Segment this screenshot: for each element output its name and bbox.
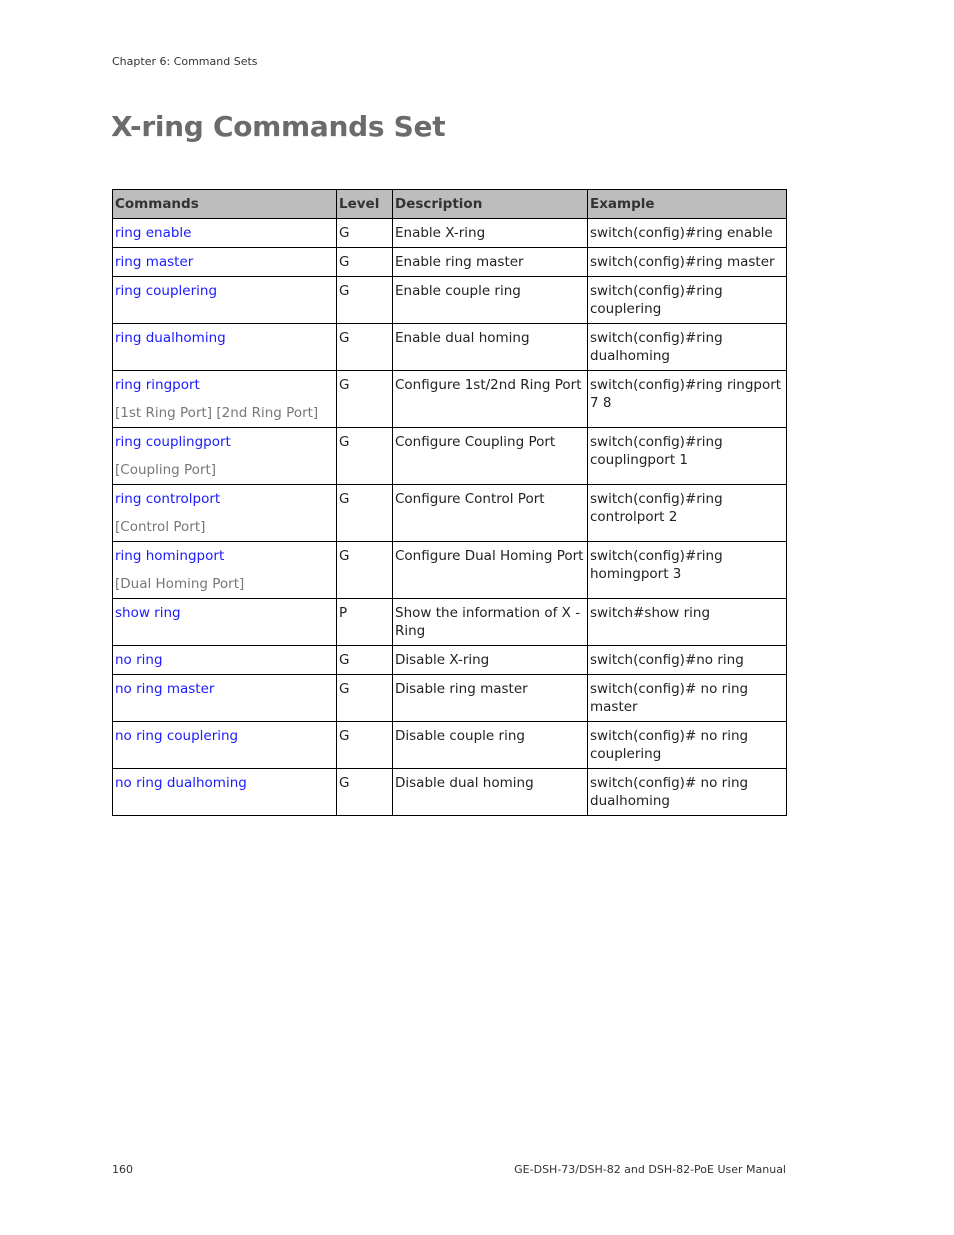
command-link[interactable]: no ring (115, 652, 163, 668)
description-cell: Disable dual homing (393, 769, 588, 816)
manual-title: GE-DSH-73/DSH-82 and DSH-82-PoE User Manual (514, 1163, 786, 1176)
command-cell (113, 675, 337, 722)
column-header-example: Example (588, 190, 787, 219)
command-link[interactable]: ring couplingport (115, 434, 231, 450)
table-row (113, 371, 787, 428)
command-cell (113, 248, 337, 277)
running-head: Chapter 6: Command Sets (112, 55, 258, 68)
example-cell: switch(config)#ring ringport 7 8 (588, 371, 787, 428)
level-cell: G (337, 324, 393, 371)
level-cell: G (337, 722, 393, 769)
example-cell: switch(config)#ring enable (588, 219, 787, 248)
command-link[interactable]: no ring master (115, 681, 215, 697)
table-row (113, 248, 787, 277)
commands-table (112, 189, 787, 816)
description-cell: Configure Control Port (393, 485, 588, 542)
command-parameter: [1st Ring Port] [2nd Ring Port] (115, 405, 319, 421)
description-cell: Configure Coupling Port (393, 428, 588, 485)
command-cell (113, 722, 337, 769)
command-cell (113, 428, 337, 485)
description-cell: Disable couple ring (393, 722, 588, 769)
level-cell: G (337, 371, 393, 428)
table-row (113, 646, 787, 675)
description-cell: Disable X-ring (393, 646, 588, 675)
level-cell: P (337, 599, 393, 646)
example-cell: switch(config)#ring homingport 3 (588, 542, 787, 599)
command-link[interactable]: ring dualhoming (115, 330, 226, 346)
column-header-description: Description (393, 190, 588, 219)
command-parameter: [Control Port] (115, 519, 206, 535)
command-parameter: [Dual Homing Port] (115, 576, 245, 592)
description-cell: Configure Dual Homing Port (393, 542, 588, 599)
description-cell: Configure 1st/2nd Ring Port (393, 371, 588, 428)
command-link[interactable]: ring master (115, 254, 194, 270)
example-cell: switch(config)#ring dualhoming (588, 324, 787, 371)
command-cell (113, 371, 337, 428)
command-link[interactable]: no ring dualhoming (115, 775, 247, 791)
example-cell: switch(config)#ring master (588, 248, 787, 277)
table-row (113, 599, 787, 646)
command-cell (113, 599, 337, 646)
command-link[interactable]: no ring couplering (115, 728, 239, 744)
table-row (113, 542, 787, 599)
level-cell: G (337, 219, 393, 248)
table-row (113, 722, 787, 769)
command-cell (113, 485, 337, 542)
command-parameter: [Coupling Port] (115, 462, 217, 478)
level-cell: G (337, 646, 393, 675)
table-row (113, 324, 787, 371)
description-cell: Disable ring master (393, 675, 588, 722)
description-cell: Show the information of X - Ring (393, 599, 588, 646)
page-title: X-ring Commands Set (111, 110, 446, 143)
example-cell: switch(config)# no ring dualhoming (588, 769, 787, 816)
column-header-commands: Commands (113, 190, 337, 219)
table-body (113, 219, 787, 816)
level-cell: G (337, 675, 393, 722)
command-cell (113, 769, 337, 816)
command-link[interactable]: ring homingport (115, 548, 225, 564)
level-cell: G (337, 542, 393, 599)
example-cell: switch(config)# no ring master (588, 675, 787, 722)
description-cell: Enable couple ring (393, 277, 588, 324)
description-cell: Enable dual homing (393, 324, 588, 371)
command-link[interactable]: ring couplering (115, 283, 218, 299)
example-cell: switch(config)#ring controlport 2 (588, 485, 787, 542)
command-cell (113, 542, 337, 599)
level-cell: G (337, 769, 393, 816)
example-cell: switch(config)# no ring couplering (588, 722, 787, 769)
command-cell (113, 277, 337, 324)
example-cell: switch(config)#no ring (588, 646, 787, 675)
command-cell (113, 219, 337, 248)
command-cell (113, 324, 337, 371)
table-row (113, 277, 787, 324)
table-row (113, 675, 787, 722)
table-row (113, 769, 787, 816)
command-link[interactable]: ring enable (115, 225, 192, 241)
command-link[interactable]: ring ringport (115, 377, 200, 393)
table-header-row (113, 190, 787, 219)
description-cell: Enable ring master (393, 248, 588, 277)
level-cell: G (337, 248, 393, 277)
example-cell: switch#show ring (588, 599, 787, 646)
level-cell: G (337, 485, 393, 542)
example-cell: switch(config)#ring couplering (588, 277, 787, 324)
level-cell: G (337, 277, 393, 324)
table-row (113, 485, 787, 542)
example-cell: switch(config)#ring couplingport 1 (588, 428, 787, 485)
command-link[interactable]: ring controlport (115, 491, 221, 507)
page-number: 160 (112, 1163, 133, 1176)
description-cell: Enable X-ring (393, 219, 588, 248)
table-row (113, 219, 787, 248)
column-header-level: Level (337, 190, 393, 219)
command-cell (113, 646, 337, 675)
command-link[interactable]: show ring (115, 605, 181, 621)
table-row (113, 428, 787, 485)
level-cell: G (337, 428, 393, 485)
